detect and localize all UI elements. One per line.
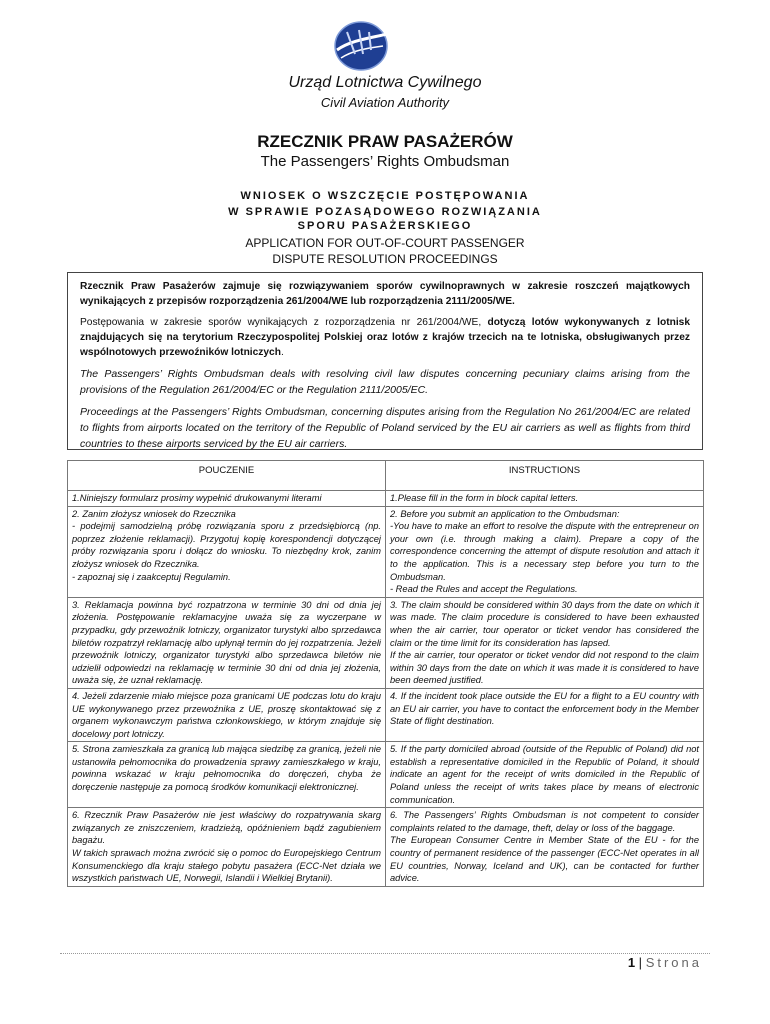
instructions-table: [67, 460, 704, 887]
scope-info-box: [67, 272, 703, 450]
table-row: [68, 491, 704, 507]
scope-paragraph-english: The Passengers’ Rights Ombudsman deals with resolving civil law disputes concerning pecuniary claims arising from the provisions of the Regulation 261/2004/EC or the Regulation 2111/2005/EC.: [80, 368, 690, 396]
application-title-polish-line: W SPRAWIE POZASĄDOWEGO ROZWIĄZANIA: [228, 206, 542, 218]
instruction-cell-polish: [68, 506, 386, 597]
instruction-line: 6. The Passengers’ Rights Ombudsman is not competent to consider complaints related to the damage, theft, delay or loss of the baggage.: [390, 810, 699, 833]
instruction-cell-english: [386, 597, 704, 688]
column-header-instructions: INSTRUCTIONS: [386, 461, 704, 491]
scope-paragraph-polish: Rzecznik Praw Pasażerów zajmuje się rozwiązywaniem sporów cywilnoprawnych w zakresie roszczeń majątkowych wynikających z przepisów rozporządzenia 261/2004/WE lub rozporządzenia 2111/2005/WE.: [80, 281, 690, 307]
page-footer: [628, 955, 702, 970]
instruction-line: -You have to make an effort to resolve the dispute with the entrepreneur on your own (i.e. through making a claim). Prepare a copy of the correspondence concerning the attempt of dispute resolution and attach it to the application. This is a necessary step before you turn to the Ombudsman.: [390, 521, 699, 582]
application-title-english-line: DISPUTE RESOLUTION PROCEEDINGS: [272, 252, 498, 266]
instruction-cell-english: 4. If the incident took place outside the EU for a flight to a EU country with an EU air carrier, you have to contact the enforcement body in the Member State of flight destination.: [386, 688, 704, 741]
instruction-line: If the air carrier, tour operator or ticket vendor did not respond to the claim within 30 days from the date on which it was made it is considered to have been deemed justified.: [390, 650, 699, 686]
document-title-english: The Passengers’ Rights Ombudsman: [260, 153, 510, 170]
instruction-cell-polish: [68, 808, 386, 887]
table-row: [68, 742, 704, 808]
page-number: 1: [627, 955, 636, 970]
column-header-pouczenie: POUCZENIE: [68, 461, 386, 491]
proceedings-paragraph-polish: [80, 315, 690, 360]
application-title-polish-line: SPORU PASAŻERSKIEGO: [297, 220, 473, 232]
instruction-cell-english: 1.Please fill in the form in block capital letters.: [386, 491, 704, 507]
instruction-line: 6. Rzecznik Praw Pasażerów nie jest właściwy do rozpatrywania skarg związanych ze zniszczeniem, kradzieżą, opóźnieniem bądź zagubieniem bagażu.: [72, 810, 381, 846]
instruction-cell-english: 5. If the party domiciled abroad (outside of the Republic of Poland) did not establish a representative domiciled in the Republic of Poland, it should indicate an agent for the receipt of writs domiciled in the Republic of Poland unless the receipt of writs takes place by means of electronic communication.: [386, 742, 704, 808]
instruction-line: - Read the Rules and accept the Regulations.: [390, 584, 578, 595]
table-row: [68, 506, 704, 597]
civil-aviation-authority-logo: [333, 20, 389, 72]
table-row: [68, 808, 704, 887]
footer-divider: [60, 953, 710, 954]
table-header-row: [68, 461, 704, 491]
application-title-polish-line: WNIOSEK O WSZCZĘCIE POSTĘPOWANIA: [240, 190, 530, 202]
table-row: [68, 597, 704, 688]
instruction-cell-english: [386, 808, 704, 887]
instruction-cell-polish: 5. Strona zamieszkała za granicą lub mająca siedzibę za granicą, jeżeli nie ustanowiła pełnomocnika do prowadzenia sprawy zamieszkałego w kraju, powinna wskazać w kraju pełnomocnika do doręczeń, chyba że doręczenie następuje za pomocą środków komunikacji elektronicznej.: [68, 742, 386, 808]
instruction-line: - podejmij samodzielną próbę rozwiązania sporu z przedsiębiorcą (np. poprzez złożenie reklamacji). Przygotuj kopię korespondencji dotyczącej próby rozwiązania sporu i dołącz do wniosku. To niezbędny krok, zanim złożysz wniosek do Rzecznika.: [72, 521, 381, 569]
proceedings-text-bold: dotyczą lotów wykonywanych z lotnisk znajdujących się na terytorium Rzeczypospolitej Polskiej oraz lotów z krajów trzecich na te lotniska, obsługiwanych przez wspólnotowych przewoźników lotniczych: [80, 317, 690, 358]
instruction-line: 2. Zanim złożysz wniosek do Rzecznika: [72, 508, 236, 519]
document-title-polish: RZECZNIK PRAW PASAŻERÓW: [257, 132, 513, 151]
table-row: [68, 688, 704, 741]
proceedings-text-end: .: [280, 347, 284, 358]
instruction-line: - zapoznaj się i zaakceptuj Regulamin.: [72, 571, 231, 582]
instruction-cell-english: [386, 506, 704, 597]
proceedings-text: Postępowania w zakresie sporów wynikających z rozporządzenia nr 261/2004/WE,: [80, 317, 488, 328]
instruction-cell-polish: 1.Niniejszy formularz prosimy wypełnić drukowanymi literami: [68, 491, 386, 507]
application-title-english-line: APPLICATION FOR OUT-OF-COURT PASSENGER: [245, 236, 525, 250]
proceedings-paragraph-english: Proceedings at the Passengers’ Rights Ombudsman, concerning disputes arising from the Regulation No 261/2004/EC are related to flights from airports located on the territory of the Republic of Poland serviced by the EU air carriers as well as flights from third countries to these airports serviced by the EU air carriers.: [80, 406, 690, 450]
instruction-line: 3. The claim should be considered within 30 days from the date on which it was made. The claim procedure is considered to have been exhausted when the air carrier, tour operator or ticket vendor has considered the claim or the time limit for its consideration has lapsed.: [390, 599, 699, 648]
instruction-line: 2. Before you submit an application to the Ombudsman:: [390, 508, 620, 519]
instruction-line: The European Consumer Centre in Member State of the EU - for the country of permanent residence of the passenger (ECC-Net operates in all EU countries, Norway, Iceland and UK), can be contacted for further advice.: [390, 835, 699, 884]
authority-name-english: Civil Aviation Authority: [320, 95, 450, 110]
instruction-cell-polish: 3. Reklamacja powinna być rozpatrzona w terminie 30 dni od dnia jej złożenia. Postępowanie reklamacyjne uważa się za wyczerpane w przypadku, gdy przewoźnik lotniczy, organizator turystyki albo sprzedawca biletów rozpatrzył reklamację albo upłynął termin do jej rozpatrzenia. Jeżeli przewoźnik lotniczy, organizator turystyki albo sprzedawca biletów nie udzielił odpowiedzi na reklamację w terminie 30 dni od dnia jej złożenia, uważa się, że uznał reklamację.: [68, 597, 386, 688]
authority-name-polish: Urząd Lotnictwa Cywilnego: [288, 74, 482, 91]
instruction-line: W takich sprawach można zwrócić się o pomoc do Europejskiego Centrum Konsumenckiego dla kraju stałego pobytu pasażera (ECC-Net działa we wszystkich państwach UE, Norwegii, Islandii i Wielkiej Brytanii).: [72, 848, 381, 884]
footer-separator: |: [638, 955, 643, 970]
page-word: Strona: [645, 955, 702, 970]
instruction-cell-polish: 4. Jeżeli zdarzenie miało miejsce poza granicami UE podczas lotu do kraju UE wykonywanego przez przewoźnika z UE, proszę skontaktować się z organem wykonawczym państwa członkowskiego, w którym znajduje się docelowy port lotniczy.: [68, 688, 386, 741]
